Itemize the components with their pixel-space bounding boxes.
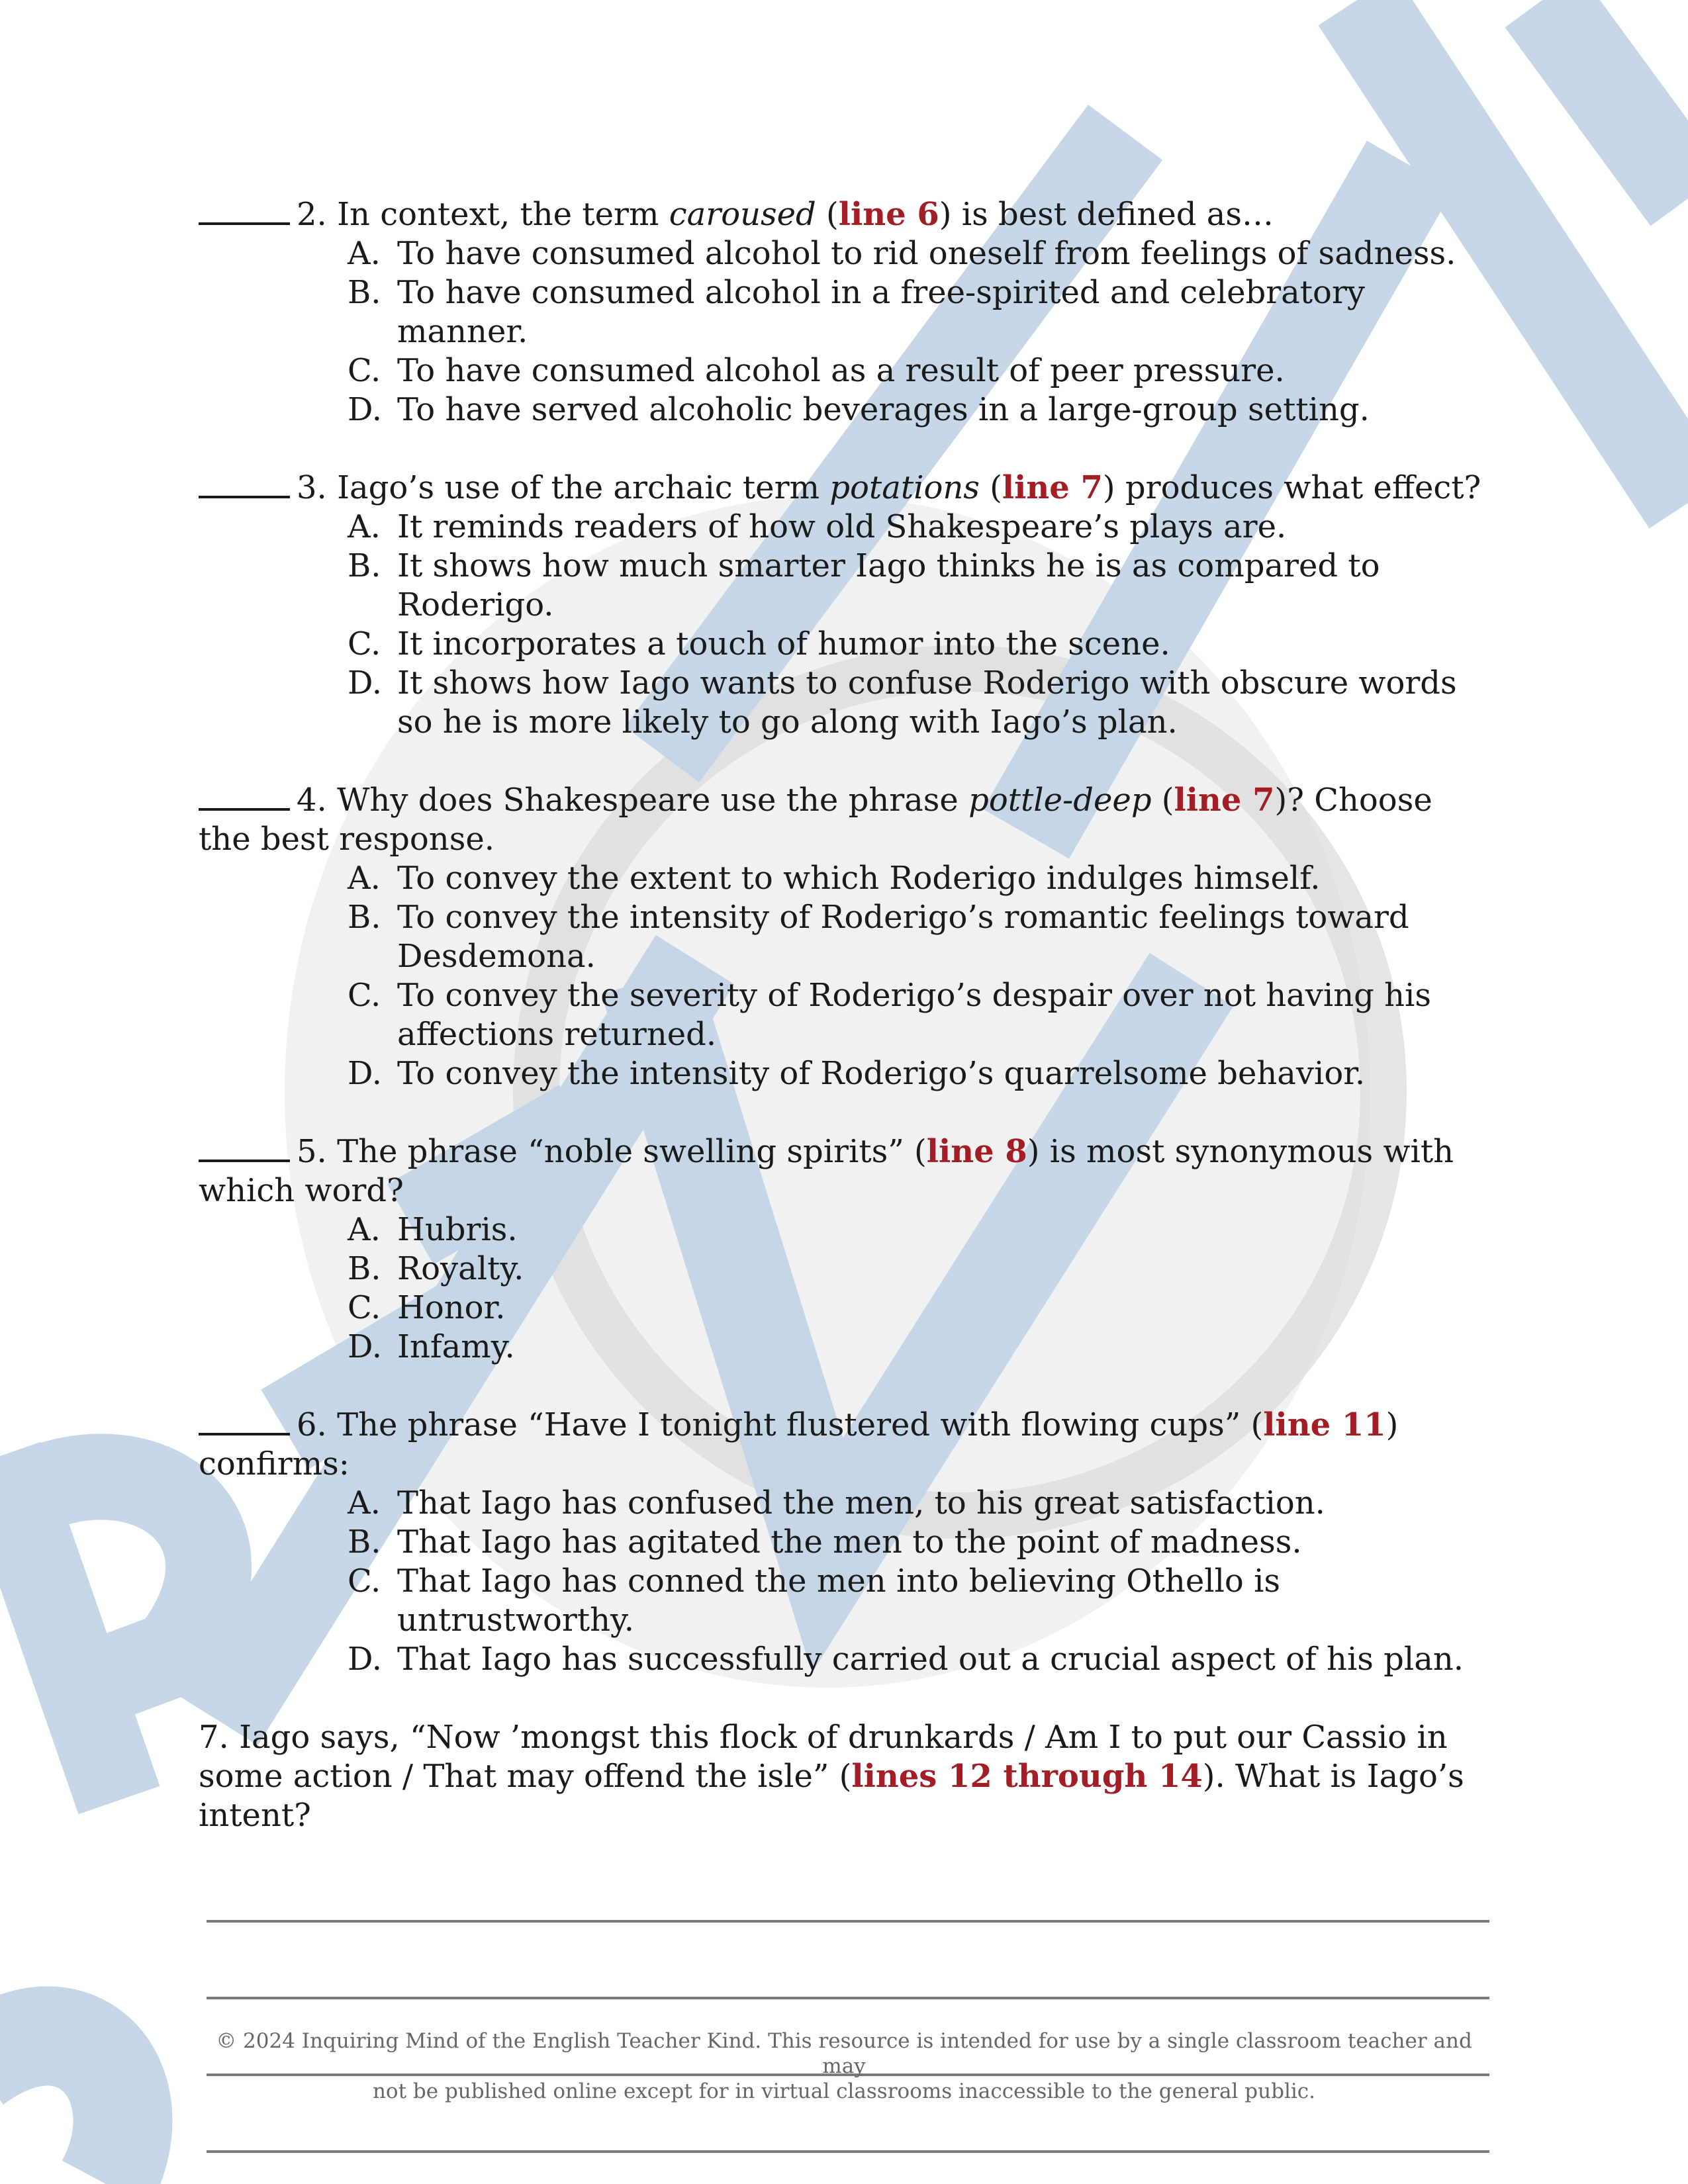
option-letter: C.: [348, 977, 381, 1014]
question-text: The phrase “Have I tonight flustered with flowing cups”: [337, 1406, 1241, 1443]
option-text: To convey the severity of Roderigo’s despair over not having his affections returned.: [397, 977, 1432, 1053]
answer-blank[interactable]: [199, 1133, 290, 1162]
question-text: In context, the term: [337, 196, 669, 233]
option-a: [348, 1210, 1489, 1250]
option-d: [348, 1640, 1489, 1679]
question-text: (: [1151, 782, 1174, 819]
line-reference: line 7: [1174, 782, 1275, 819]
option-letter: B.: [348, 274, 381, 311]
option-a: [348, 234, 1489, 273]
line-reference: line 11: [1263, 1406, 1386, 1443]
option-letter: C.: [348, 1563, 381, 1600]
spacer: [199, 742, 1489, 781]
option-c: [348, 976, 1489, 1054]
question-text: Iago’s use of the archaic term: [337, 469, 830, 506]
option-letter: A.: [348, 860, 381, 897]
line-reference: line 6: [838, 196, 939, 233]
answer-blank[interactable]: [199, 469, 290, 498]
watermark-letter-r: [0, 1456, 209, 1800]
question-text: (: [816, 196, 839, 233]
option-text: To have consumed alcohol in a free-spirited and celebratory manner.: [397, 274, 1366, 350]
answer-options: [199, 508, 1489, 742]
answer-blank[interactable]: [199, 782, 290, 811]
option-letter: D.: [348, 1641, 383, 1678]
question-number: 7.: [199, 1719, 229, 1756]
answer-options: [199, 1484, 1489, 1679]
question-number: 5.: [297, 1133, 327, 1170]
answer-options: [199, 1210, 1489, 1367]
answer-blank[interactable]: [199, 1406, 290, 1435]
option-c: [348, 1289, 1489, 1328]
option-text: It shows how Iago wants to confuse Roderigo with obscure words so he is more likely to go along with Iago’s plan.: [397, 664, 1457, 741]
spacer: [199, 430, 1489, 469]
question-5: [199, 1132, 1489, 1367]
option-text: Hubris.: [397, 1211, 518, 1248]
option-b: [348, 898, 1489, 976]
option-text: That Iago has conned the men into believing Othello is untrustworthy.: [397, 1563, 1281, 1639]
question-text: (: [904, 1133, 927, 1170]
question-text: (: [1241, 1406, 1264, 1443]
question-4: [199, 781, 1489, 1093]
answer-blank[interactable]: [199, 196, 290, 225]
option-c: [348, 351, 1489, 390]
question-text: ) produces what effect?: [1102, 469, 1481, 506]
copyright-footer: [199, 2028, 1489, 2104]
question-number: 6.: [297, 1406, 327, 1443]
question-text: Why does Shakespeare use the phrase: [337, 782, 969, 819]
question-text: The phrase “noble swelling spirits”: [337, 1133, 904, 1170]
question-stem: [199, 469, 1489, 508]
answer-line[interactable]: [207, 1923, 1489, 1999]
question-stem: [199, 781, 1489, 859]
line-reference: lines 12 through 14: [851, 1758, 1203, 1795]
written-response-area: [199, 1875, 1489, 2153]
spacer: [199, 1367, 1489, 1406]
question-text: ) confirms:: [199, 1406, 1399, 1482]
question-number: 3.: [297, 469, 327, 506]
option-letter: A.: [348, 508, 381, 545]
option-c: [348, 1562, 1489, 1640]
option-text: Honor.: [397, 1289, 506, 1326]
option-letter: B.: [348, 899, 381, 936]
option-text: It reminds readers of how old Shakespeare’s plays are.: [397, 508, 1287, 545]
question-text: Iago says, “Now ’mongst this flock of drunkards / Am I to put our Cassio in some action / That may offend the isle” (: [199, 1719, 1448, 1795]
question-term: pottle-deep: [968, 782, 1152, 819]
option-d: [348, 1054, 1489, 1093]
option-text: To convey the intensity of Roderigo’s quarrelsome behavior.: [397, 1055, 1366, 1092]
option-d: [348, 664, 1489, 742]
question-stem: [199, 1718, 1489, 1835]
question-text: ) is most synonymous with which word?: [199, 1133, 1454, 1209]
option-a: [348, 508, 1489, 547]
question-2: [199, 195, 1489, 430]
option-text: Infamy.: [397, 1328, 515, 1365]
option-letter: A.: [348, 1484, 381, 1522]
question-3: [199, 469, 1489, 742]
option-text: To have consumed alcohol as a result of peer pressure.: [397, 352, 1285, 389]
answer-options: [199, 234, 1489, 430]
option-letter: D.: [348, 1055, 383, 1092]
option-letter: D.: [348, 391, 383, 428]
option-text: To have served alcoholic beverages in a large-group setting.: [397, 391, 1370, 428]
footer-line: not be published online except for in virtual classrooms inaccessible to the general public.: [372, 2079, 1316, 2103]
option-a: [348, 1484, 1489, 1523]
option-text: To convey the extent to which Roderigo indulges himself.: [397, 860, 1321, 897]
option-letter: B.: [348, 547, 381, 584]
option-text: It shows how much smarter Iago thinks he is as compared to Roderigo.: [397, 547, 1380, 623]
answer-line[interactable]: [207, 1875, 1489, 1923]
option-letter: B.: [348, 1524, 381, 1561]
option-text: It incorporates a touch of humor into the scene.: [397, 625, 1170, 662]
option-text: That Iago has confused the men, to his great satisfaction.: [397, 1484, 1325, 1522]
option-d: [348, 1328, 1489, 1367]
option-letter: D.: [348, 1328, 383, 1365]
option-text: To have consumed alcohol to rid oneself from feelings of sadness.: [397, 235, 1456, 272]
question-text: ). What is Iago’s intent?: [199, 1758, 1464, 1834]
option-a: [348, 859, 1489, 898]
option-b: [348, 1523, 1489, 1562]
option-letter: C.: [348, 352, 381, 389]
option-text: Royalty.: [397, 1250, 524, 1287]
watermark-letter-p: [0, 2036, 122, 2184]
question-text: ) is best defined as…: [939, 196, 1274, 233]
option-letter: A.: [348, 235, 381, 272]
option-b: [348, 273, 1489, 351]
question-stem: [199, 1406, 1489, 1484]
line-reference: line 7: [1002, 469, 1103, 506]
question-stem: [199, 195, 1489, 234]
option-letter: C.: [348, 625, 381, 662]
option-letter: D.: [348, 664, 383, 702]
question-text: )? Choose the best response.: [199, 782, 1432, 858]
question-term: potations: [829, 469, 980, 506]
spacer: [199, 1093, 1489, 1132]
answer-options: [199, 859, 1489, 1093]
question-text: (: [979, 469, 1002, 506]
footer-line: © 2024 Inquiring Mind of the English Teacher Kind. This resource is intended for use by a single classroom teacher and may: [216, 2029, 1472, 2078]
option-b: [348, 547, 1489, 625]
option-b: [348, 1250, 1489, 1289]
option-letter: B.: [348, 1250, 381, 1287]
spacer: [199, 1679, 1489, 1718]
option-text: That Iago has successfully carried out a crucial aspect of his plan.: [397, 1641, 1464, 1678]
question-6: [199, 1406, 1489, 1679]
question-number: 4.: [297, 782, 327, 819]
question-number: 2.: [297, 196, 327, 233]
question-stem: [199, 1132, 1489, 1210]
question-term: caroused: [669, 196, 816, 233]
worksheet-body: [199, 195, 1489, 2153]
option-c: [348, 625, 1489, 664]
option-text: To convey the intensity of Roderigo’s romantic feelings toward Desdemona.: [397, 899, 1409, 975]
option-letter: A.: [348, 1211, 381, 1248]
option-text: That Iago has agitated the men to the point of madness.: [397, 1524, 1302, 1561]
line-reference: line 8: [926, 1133, 1027, 1170]
option-d: [348, 390, 1489, 430]
option-letter: C.: [348, 1289, 381, 1326]
